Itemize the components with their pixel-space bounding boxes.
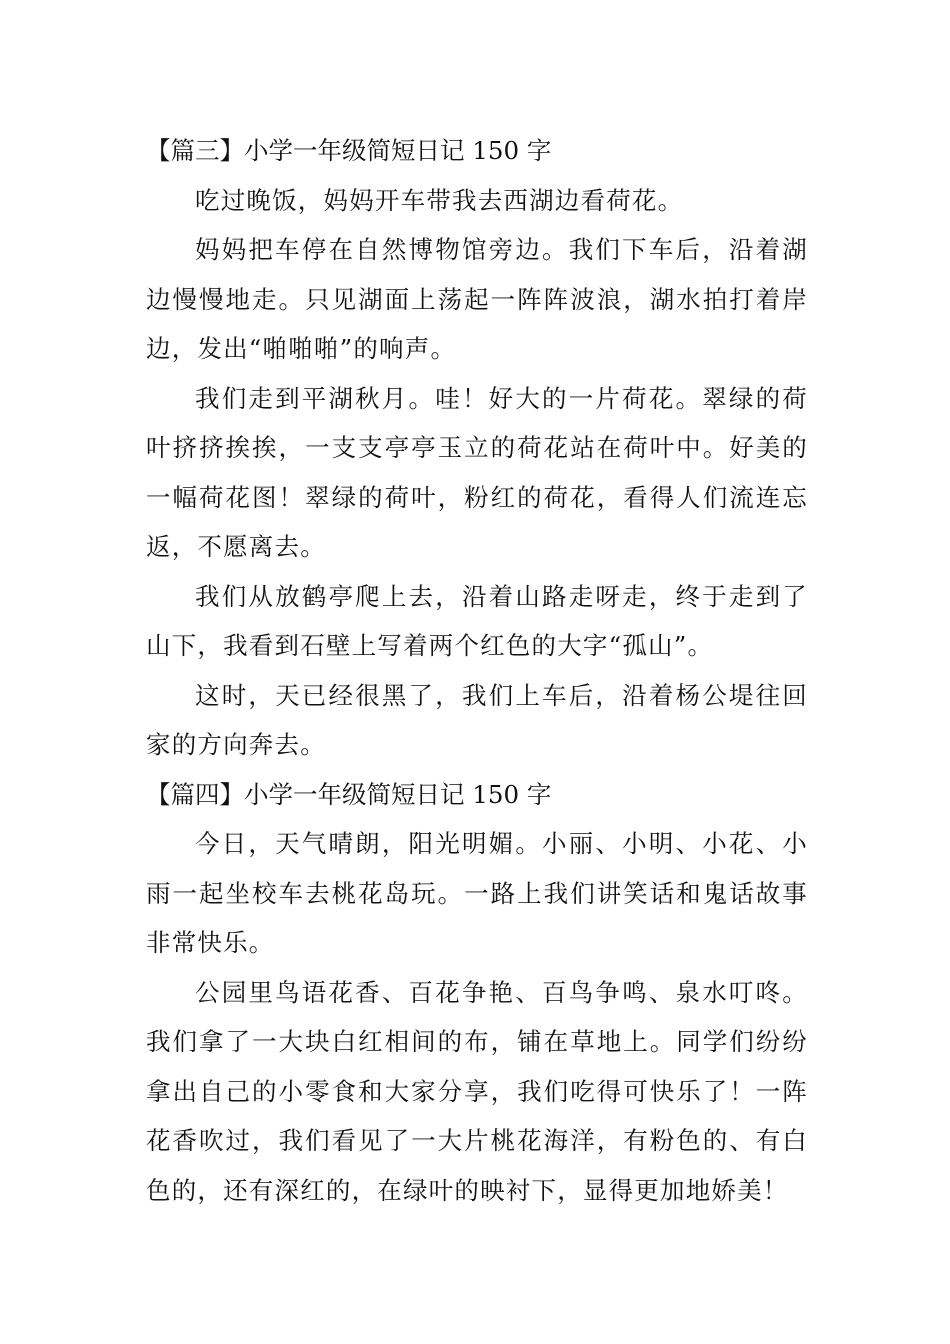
- document-body: [146, 126, 808, 1215]
- paragraph: 吃过晚饭，妈妈开车带我去西湖边看荷花。: [195, 185, 684, 215]
- paragraph: 今日，天气晴朗，阳光明媚。小丽、小明、小花、小雨一起坐校车去桃花岛玩。一路上我们讲笑话和鬼话故事非常快乐。: [146, 829, 808, 957]
- paragraph: 这时，天已经很黑了，我们上车后，沿着杨公堤往回家的方向奔去。: [146, 680, 808, 759]
- section-heading: 【篇四】小学一年级简短日记 150 字: [146, 779, 552, 809]
- section-heading: 【篇三】小学一年级简短日记 150 字: [146, 136, 552, 165]
- section-4: [146, 770, 808, 1216]
- paragraph: 妈妈把车停在自然博物馆旁边。我们下车后，沿着湖边慢慢地走。只见湖面上荡起一阵阵波浪，湖水拍打着岸边，发出“啪啪啪”的响声。: [146, 235, 808, 363]
- paragraph: 公园里鸟语花香、百花争艳、百鸟争鸣、泉水叮咚。我们拿了一大块白红相间的布，铺在草地上。同学们纷纷拿出自己的小零食和大家分享，我们吃得可快乐了！一阵花香吹过，我们看见了一大片桃花海洋，有粉色的、有白色的，还有深红的，在绿叶的映衬下，显得更加地娇美！: [146, 977, 808, 1205]
- paragraph: 我们走到平湖秋月。哇！好大的一片荷花。翠绿的荷叶挤挤挨挨，一支支亭亭玉立的荷花站在荷叶中。好美的一幅荷花图！翠绿的荷叶，粉红的荷花，看得人们流连忘返，不愿离去。: [146, 383, 808, 561]
- paragraph: 我们从放鹤亭爬上去，沿着山路走呀走，终于走到了山下，我看到石壁上写着两个红色的大字“孤山”。: [146, 581, 808, 660]
- section-3: [146, 126, 808, 770]
